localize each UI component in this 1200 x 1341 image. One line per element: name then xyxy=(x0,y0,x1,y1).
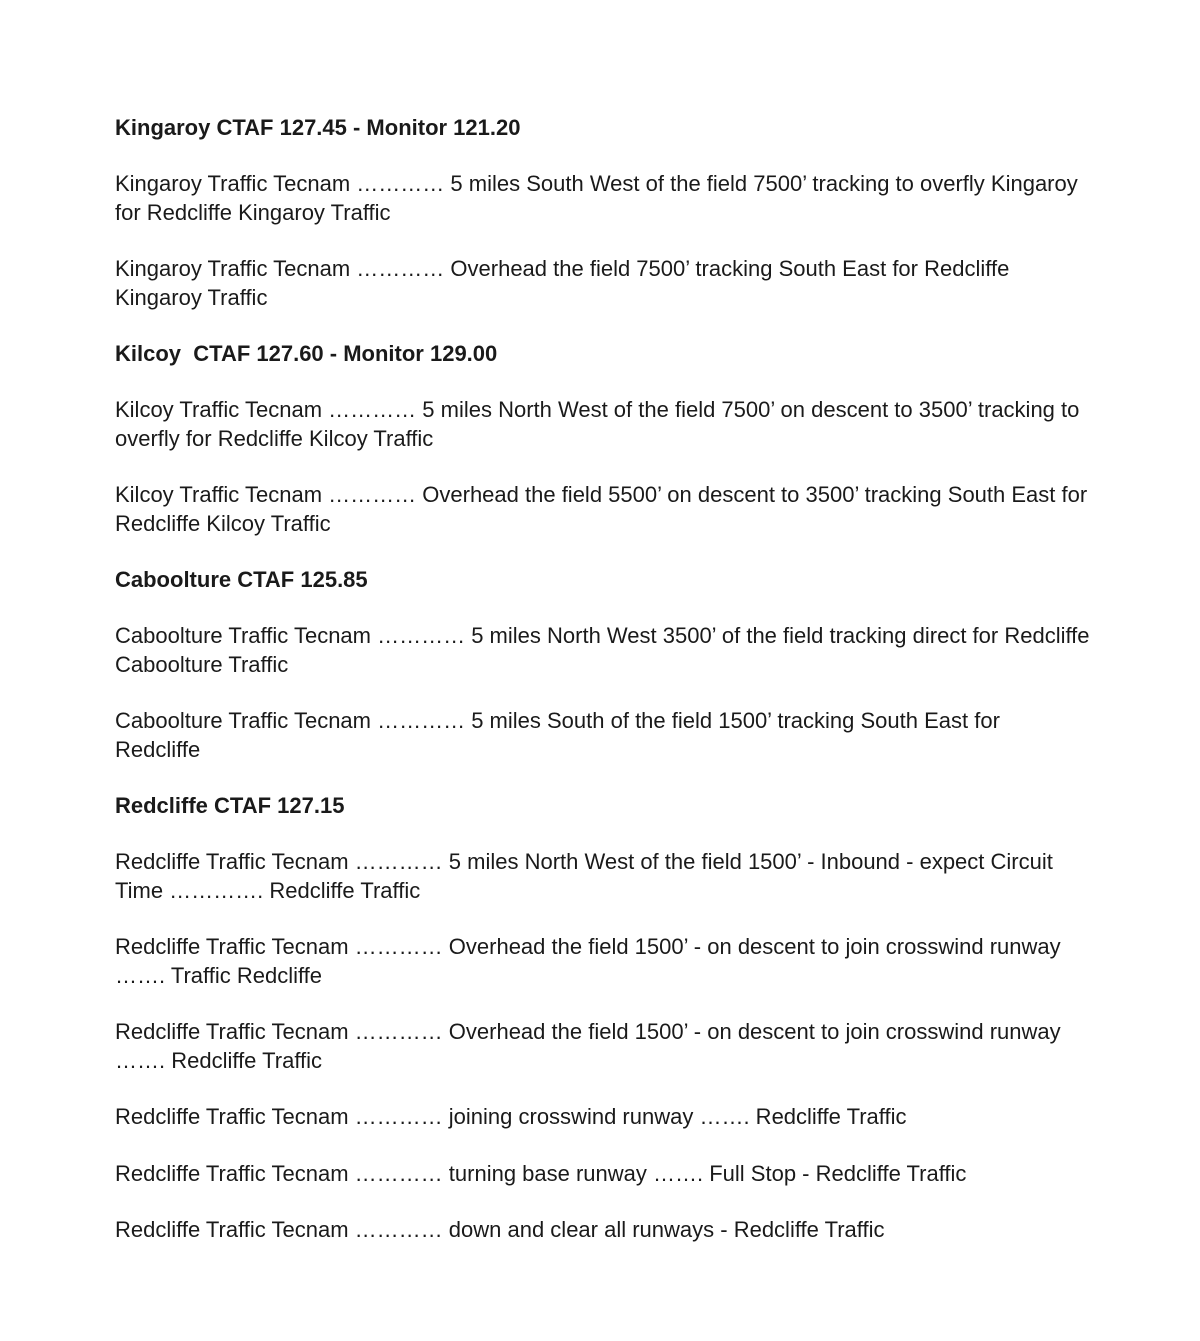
radio-call: Kingaroy Traffic Tecnam ………… 5 miles South West of the field 7500’ tracking to overfly Kingaroy for Redcliffe Kingaroy Traffic xyxy=(115,171,1078,225)
radio-call: Redcliffe Traffic Tecnam ………… Overhead the field 1500’ - on descent to join crosswind runway ……. Redcliffe Traffic xyxy=(115,1019,1061,1073)
radio-call: Caboolture Traffic Tecnam ………… 5 miles South of the field 1500’ tracking South East for Redcliffe xyxy=(115,708,1000,762)
radio-call: Redcliffe Traffic Tecnam ………… 5 miles North West of the field 1500’ - Inbound - expect Circuit Time …………. Redcliffe Traffic xyxy=(115,849,1053,903)
radio-call: Redcliffe Traffic Tecnam ………… down and clear all runways - Redcliffe Traffic xyxy=(115,1217,885,1242)
section-heading: Kilcoy CTAF 127.60 - Monitor 129.00 xyxy=(115,341,498,366)
radio-call: Redcliffe Traffic Tecnam ………… joining crosswind runway ……. Redcliffe Traffic xyxy=(115,1104,907,1129)
radio-call: Caboolture Traffic Tecnam ………… 5 miles North West 3500’ of the field tracking direct for Redcliffe Caboolture Traffic xyxy=(115,623,1090,677)
radio-call: Redcliffe Traffic Tecnam ………… turning base runway ……. Full Stop - Redcliffe Traffic xyxy=(115,1160,967,1186)
section-heading: Redcliffe CTAF 127.15 xyxy=(115,793,345,818)
radio-call: Kilcoy Traffic Tecnam ………… 5 miles North West of the field 7500’ on descent to 3500’ tracking to overfly for Redcliffe Kilcoy Traffic xyxy=(115,397,1080,451)
section-kingaroy xyxy=(115,114,1090,312)
section-kilcoy xyxy=(115,340,1090,538)
section-caboolture xyxy=(115,566,1090,764)
section-heading: Kingaroy CTAF 127.45 - Monitor 121.20 xyxy=(115,115,521,140)
document-page xyxy=(115,114,1090,1273)
radio-call: Redcliffe Traffic Tecnam ………… Overhead the field 1500’ - on descent to join crosswind runway ……. Traffic Redcliffe xyxy=(115,934,1061,988)
radio-call: Kilcoy Traffic Tecnam ………… Overhead the field 5500’ on descent to 3500’ tracking South East for Redcliffe Kilcoy Traffic xyxy=(115,482,1088,536)
section-heading: Caboolture CTAF 125.85 xyxy=(115,567,368,592)
section-redcliffe xyxy=(115,792,1090,1245)
radio-call: Kingaroy Traffic Tecnam ………… Overhead the field 7500’ tracking South East for Redcliffe Kingaroy Traffic xyxy=(115,256,1010,310)
